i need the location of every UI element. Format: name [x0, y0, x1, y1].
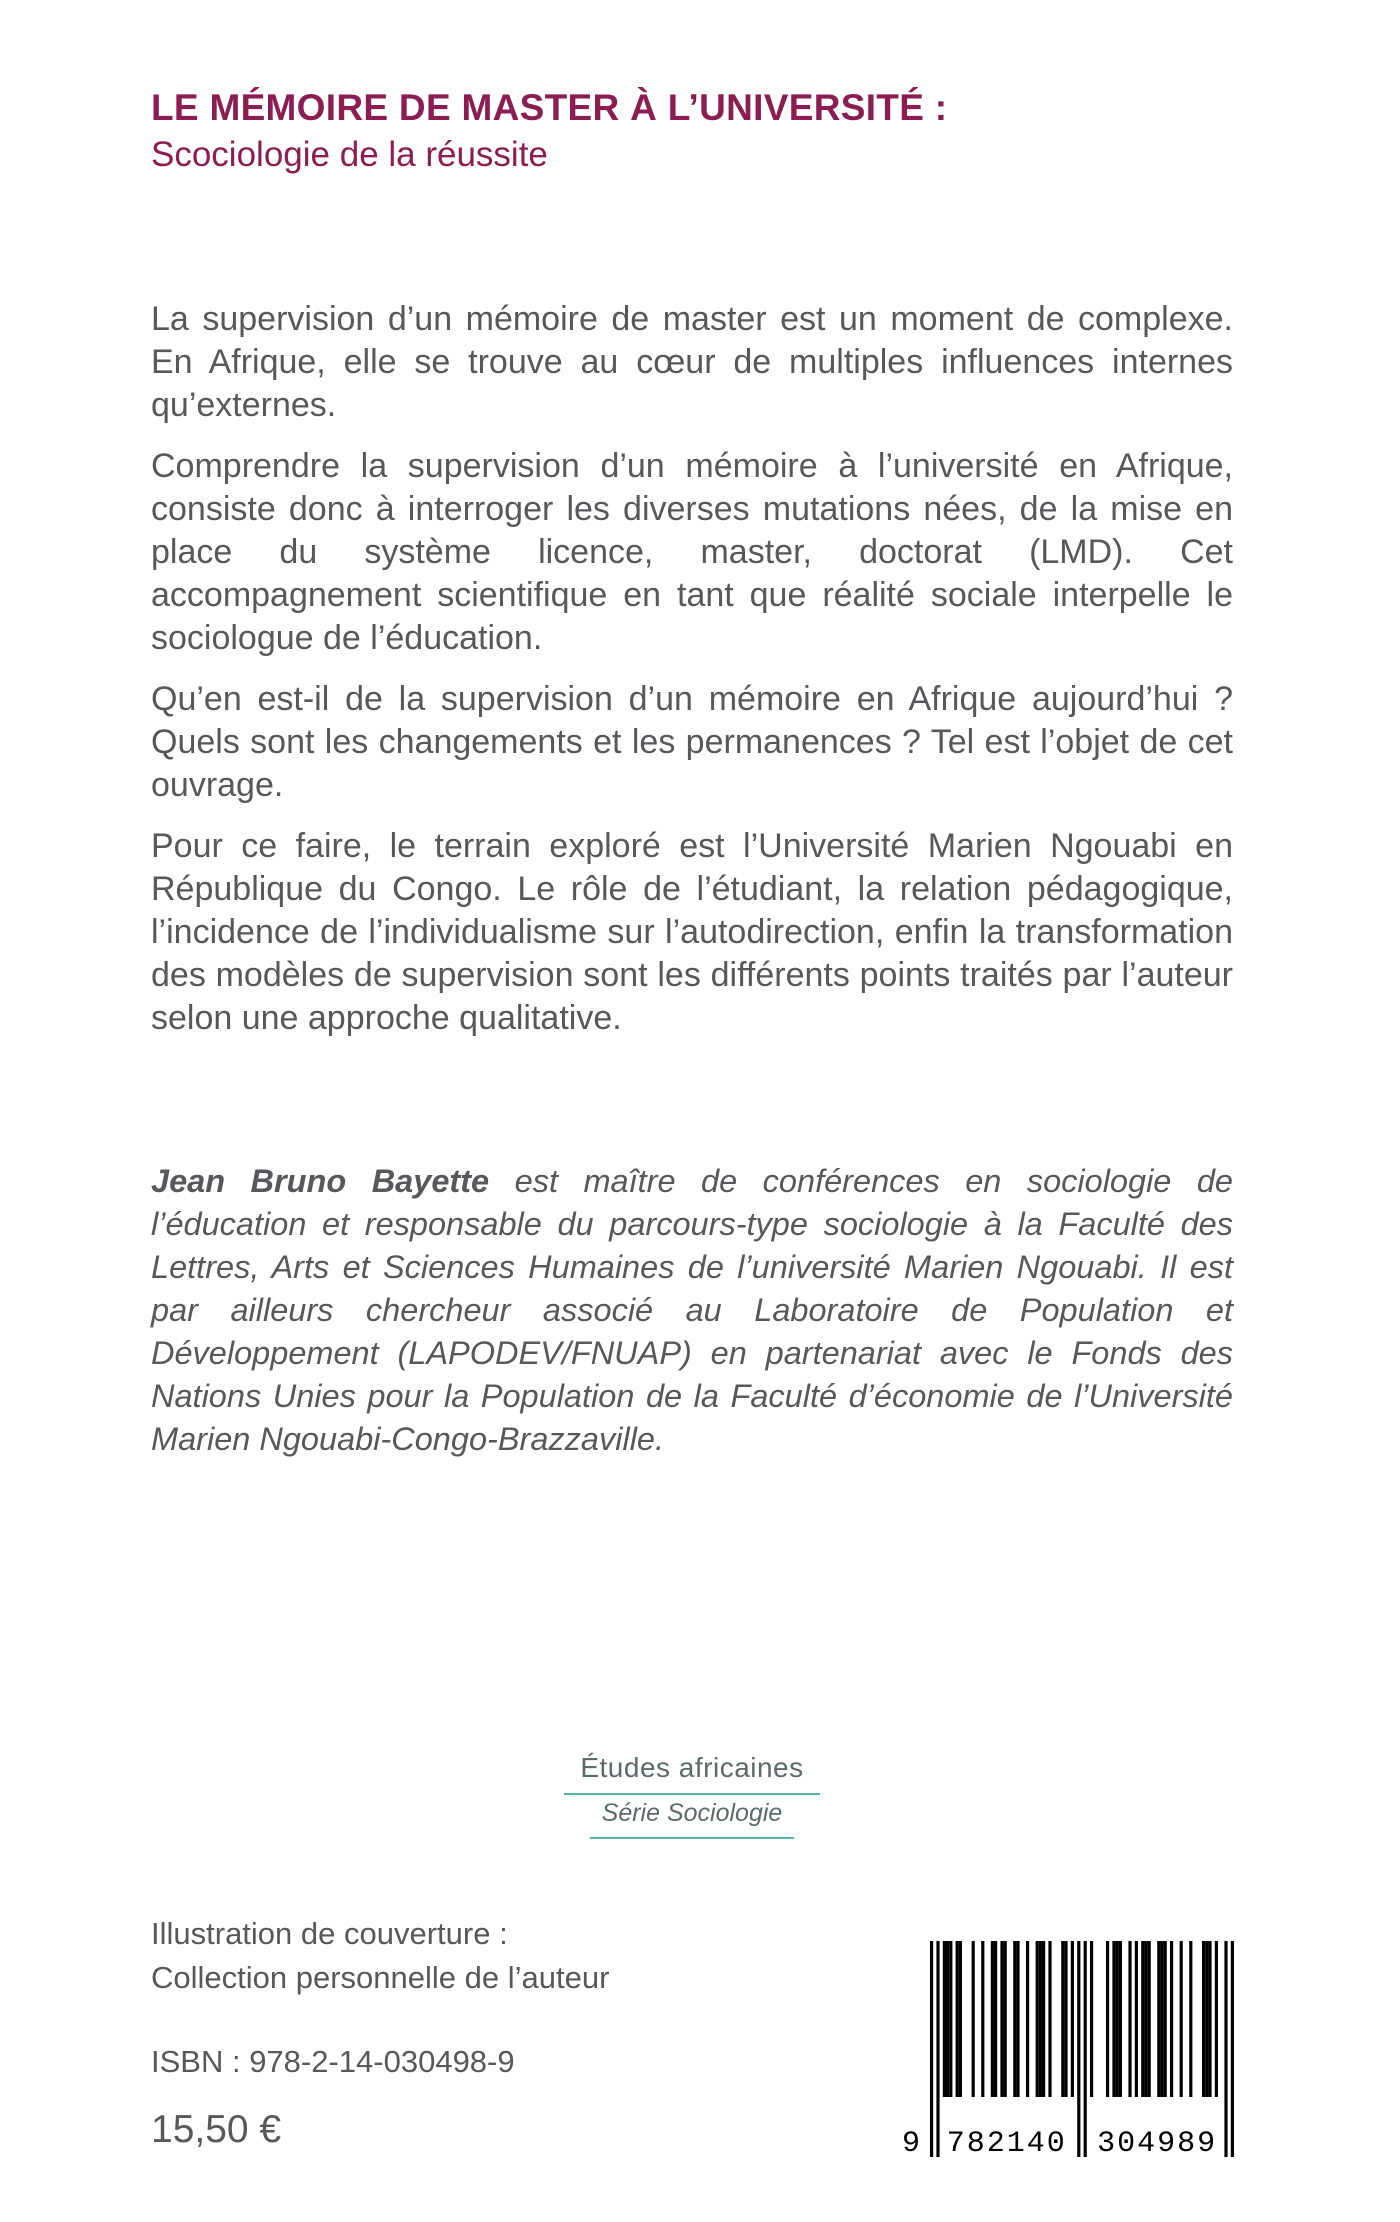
blurb-paragraph: La supervision d’un mémoire de master est un moment de complexe. En Afrique, elle se trouve au cœur de multiples influences internes qu’externes. [151, 300, 1233, 425]
collection-block [151, 1752, 1233, 1839]
blurb-paragraph: Qu’en est-il de la supervision d’un mémoire en Afrique aujourd’hui ? Quels sont les changements et les permanences ? Tel est l’objet de cet ouvrage. [151, 680, 1233, 805]
series-row [151, 1799, 1233, 1839]
imprint-block [151, 1912, 609, 2152]
cover-credit-line2: Collection personnelle de l’auteur [151, 1960, 610, 1995]
blurb-paragraph: Comprendre la supervision d’un mémoire à l’université en Afrique, consiste donc à interroger les diverses mutations nées, de la mise en place du système licence, master, doctorat (LMD). Cet accompagnement scientifique en tant que réalité sociale interpelle le sociologue de l’éducation. [151, 447, 1233, 658]
series-name: Série Sociologie [590, 1799, 795, 1839]
back-cover-blurb [151, 298, 1233, 1040]
svg-text:782140: 782140 [946, 2127, 1067, 2161]
book-title: LE MÉMOIRE DE MASTER À L’UNIVERSITÉ : [151, 87, 948, 128]
book-subtitle: Scociologie de la réussite [151, 135, 548, 175]
author-bio-text: est maître de conférences en sociologie de l’éducation et responsable du parcours-type sociologie à la Faculté des Lettres, Arts et Sciences Humaines de l’université Marien Ngouabi. Il est par ailleurs chercheur associé au Laboratoire de Population et Développement (LAPODEV/FNUAP) en partenariat avec le Fonds des Nations Unies pour la Population de la Faculté d’économie de l’Université Marien Ngouabi-Congo-Brazzaville. [151, 1163, 1233, 1458]
collection-name: Études africaines [564, 1752, 819, 1795]
svg-text:9: 9 [901, 2127, 922, 2161]
author-name: Jean Bruno Bayette [151, 1163, 490, 1200]
cover-credit-line1: Illustration de couverture : [151, 1916, 508, 1951]
svg-text:304989: 304989 [1097, 2127, 1218, 2161]
isbn: ISBN : 978-2-14-030498-9 [151, 2044, 515, 2079]
ean-barcode [900, 1941, 1240, 2163]
blurb-paragraph: Pour ce faire, le terrain exploré est l’Université Marien Ngouabi en République du Congo. Le rôle de l’étudiant, la relation pédagogique, l’incidence de l’individualisme sur l’autodirection, enfin la transformation des modèles de supervision sont les différents points traités par l’auteur selon une approche qualitative. [151, 827, 1233, 1038]
back-cover-content [151, 86, 1233, 1494]
price: 15,50 € [151, 2108, 282, 2151]
author-bio [151, 1160, 1233, 1461]
